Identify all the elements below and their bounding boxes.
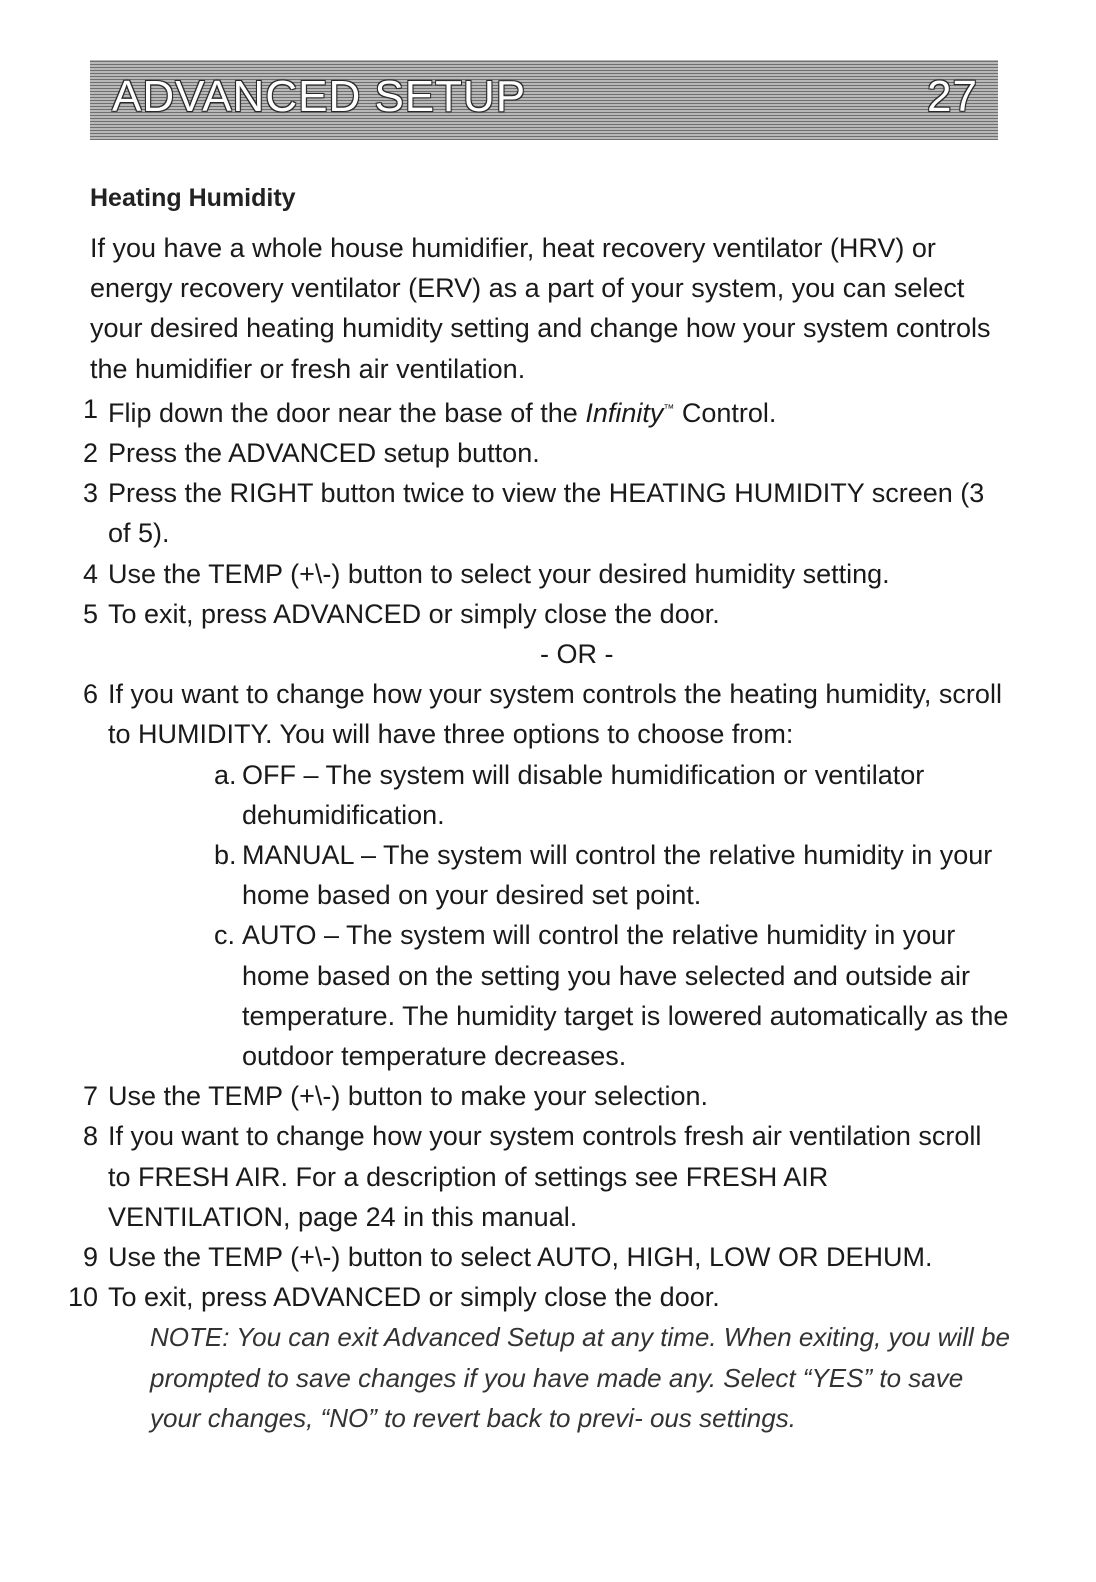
step-number: 9: [82, 1242, 98, 1273]
option-text: OFF – The system will disable humidification or ventilator dehumidification.: [242, 759, 925, 830]
step-3: [82, 473, 1010, 553]
step-text: Use the TEMP (+\-) button to select your desired humidity setting.: [108, 558, 890, 589]
option-text: MANUAL – The system will control the relative humidity in your home based on your desired set point.: [242, 840, 993, 911]
step-text: Press the ADVANCED setup button.: [108, 438, 540, 469]
option-auto: [214, 915, 1010, 1076]
option-label: c.: [214, 920, 236, 951]
step-10: [67, 1277, 1010, 1317]
step-4: [82, 554, 1010, 594]
section-heading: Heating Humidity: [90, 184, 296, 212]
header-banner: [90, 60, 998, 140]
step-text: To exit, press ADVANCED or simply close the door.: [108, 598, 720, 629]
note-paragraph: NOTE: You can exit Advanced Setup at any time. When exiting, you will be prompted to save changes if you have made any. Select “YES” to save your changes, “NO” to revert back to previ- ous settings.: [150, 1322, 1010, 1433]
step-text: Use the TEMP (+\-) button to select AUTO, HIGH, LOW OR DEHUM.: [108, 1242, 933, 1273]
trademark-symbol: ™: [663, 402, 675, 415]
step-7: [82, 1076, 1010, 1116]
intro-paragraph: If you have a whole house humidifier, heat recovery ventilator (HRV) or energy recovery ventilator (ERV) as a part of your system, you can select your desired heating humidity setting and change how your system controls the humidifier or fresh air ventilation.: [90, 233, 991, 384]
step-8: [82, 1116, 1010, 1237]
step-number: 3: [82, 478, 98, 509]
step-number: 2: [82, 438, 98, 469]
option-label: a.: [214, 759, 237, 790]
step-number: 4: [82, 558, 98, 589]
step-number: 10: [67, 1282, 98, 1313]
page-number: 27: [927, 72, 978, 121]
step-text: Press the RIGHT button twice to view the HEATING HUMIDITY screen (3 of 5).: [108, 478, 985, 549]
page-title: ADVANCED SETUP: [112, 72, 527, 121]
step-6: [82, 674, 1010, 754]
option-label: b.: [214, 840, 237, 871]
brand-name: Infinity: [585, 397, 664, 428]
step-text: If you want to change how your system controls the heating humidity, scroll to HUMIDITY. You will have three options to choose from:: [108, 679, 1002, 750]
step-1: [82, 389, 1010, 433]
option-manual: [214, 835, 1010, 915]
option-text: AUTO – The system will control the relative humidity in your home based on the setting you have selected and outside air temperature. The humidity target is lowered automatically as the outdoor temperature decreases.: [242, 920, 1009, 1072]
step-5: [82, 594, 1010, 634]
step-9: [82, 1237, 1010, 1277]
step-text: To exit, press ADVANCED or simply close the door.: [108, 1282, 720, 1313]
step-number: 7: [82, 1081, 98, 1112]
content-body: [67, 228, 1010, 1438]
or-separator: - OR -: [540, 639, 614, 670]
step-number: 5: [82, 598, 98, 629]
option-off: [214, 755, 1010, 835]
step-text: Use the TEMP (+\-) button to make your selection.: [108, 1081, 709, 1112]
step-number: 1: [82, 393, 98, 424]
step-number: 6: [82, 679, 98, 710]
step-number: 8: [82, 1121, 98, 1152]
step-text: Flip down the door near the base of the Infinity™ Control.: [108, 397, 777, 428]
step-text: If you want to change how your system controls fresh air ventilation scroll to FRESH AIR. For a description of settings see FRESH AIR VENTILATION, page 24 in this manual.: [108, 1121, 982, 1232]
step-2: [82, 433, 1010, 473]
